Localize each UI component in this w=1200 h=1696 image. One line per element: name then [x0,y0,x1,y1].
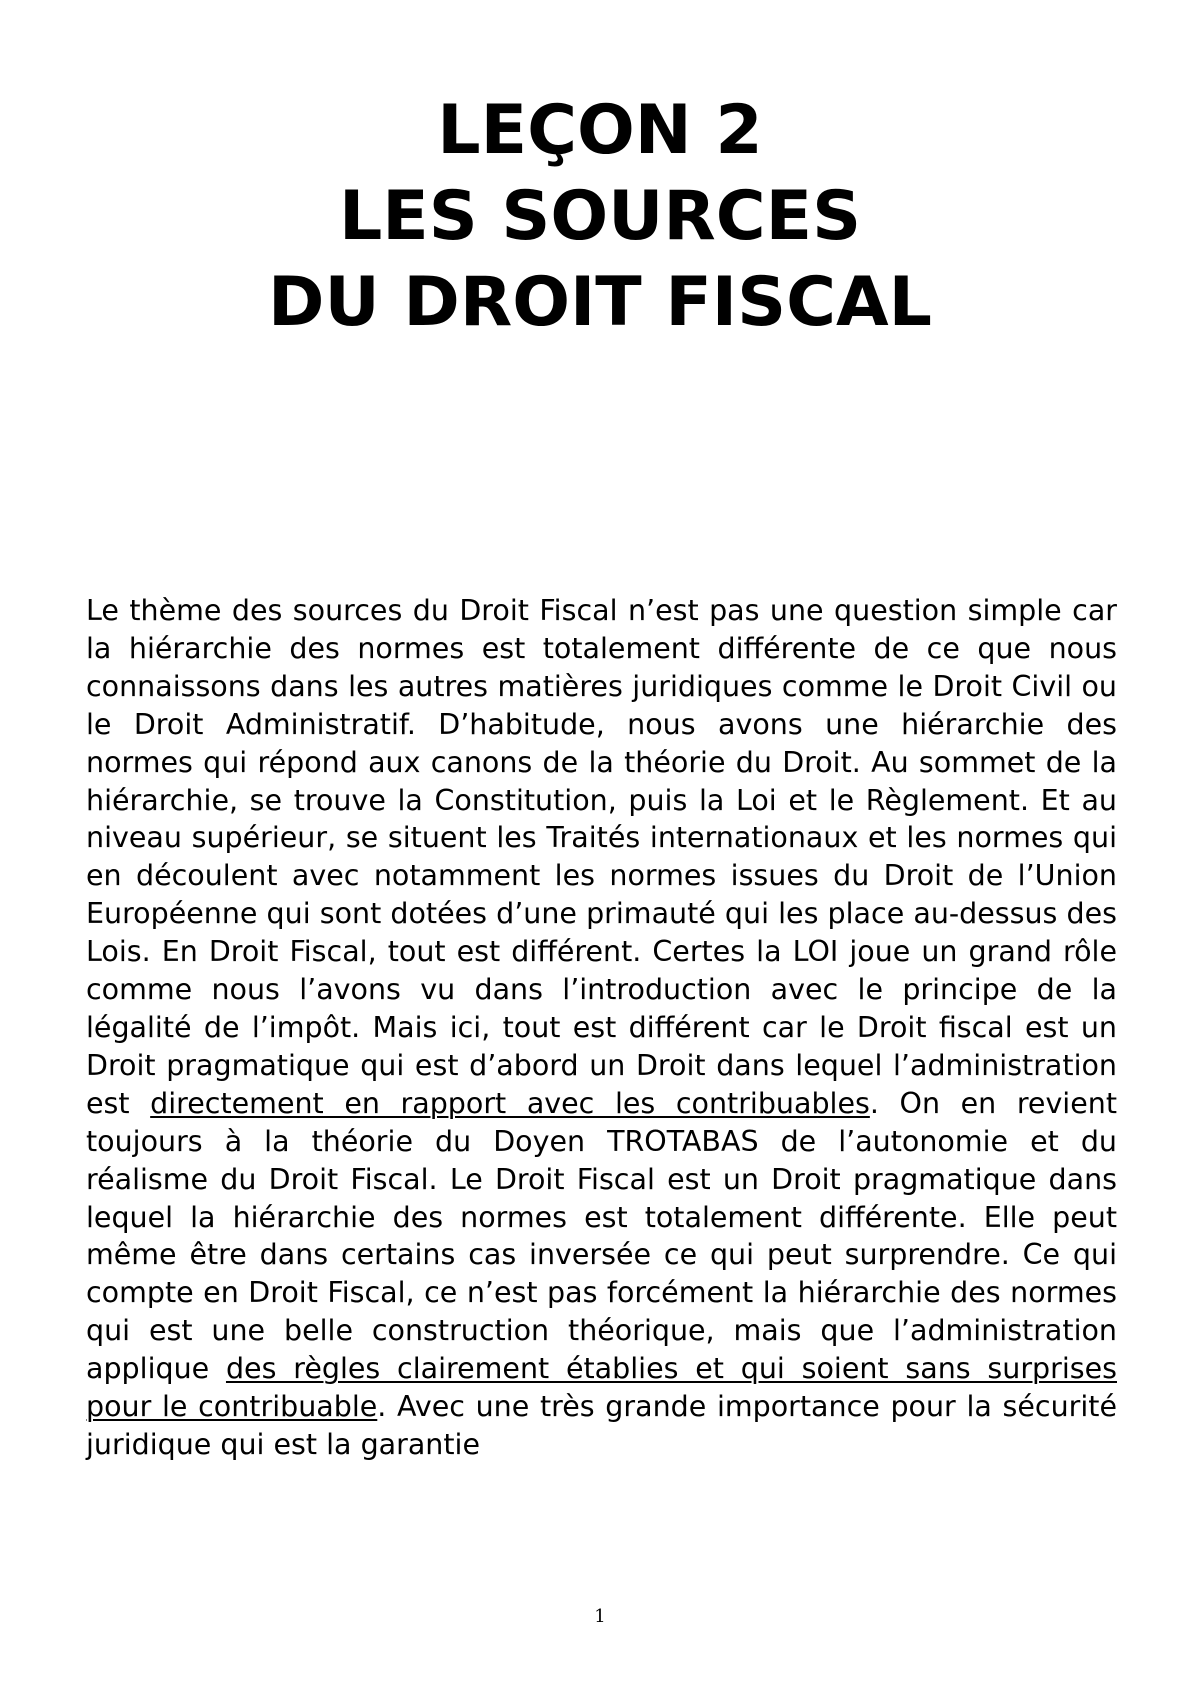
title-line-droit-fiscal: DU DROIT FISCAL [268,263,932,342]
page-number: 1 [594,1606,606,1627]
title-line-lesson-number: LEÇON 2 [437,91,763,170]
underlined-phrase-contribuables: directement en rapport avec les contribuables [150,1086,870,1120]
underlined-phrase-regles: des règles clairement établies et qui soient sans surprises pour le contribuable [86,1352,1117,1424]
title-line-sources: LES SOURCES [338,177,862,256]
lesson-title [0,88,1200,346]
body-paragraph [86,592,1117,1464]
body-text-segment: Le thème des sources du Droit Fiscal n’est pas une question simple car la hiérarchie des normes est totalement différente de ce que nous connaissons dans les autres matières juridiques comme le Droit Civil ou le Droit Administratif. D’habitude, nous avons une hiérarchie des normes qui répond aux canons de la théorie du Droit. Au sommet de la hiérarchie, se trouve la Constitution, puis la Loi et le Règlement. Et au niveau supérieur, se situent les Traités internationaux et les normes qui en découlent avec notamment les normes issues du Droit de l’Union Européenne qui sont dotées d’une primauté qui les place au-dessus des Lois. En Droit Fiscal, tout est différent. Certes la LOI joue un grand rôle comme nous l’avons vu dans l’introduction avec le principe de la légalité de l’impôt. Mais ici, tout est différent car le Droit fiscal est un Droit pragmatique qui est d’abord un Droit dans lequel l’administration est [86,594,1117,1120]
body-text-segment: . Avec une très grande importance pour la sécurité juridique qui est la garantie [86,1390,1117,1461]
body-text-segment: . On en revient toujours à la théorie du Doyen TROTABAS de l’autonomie et du réalisme du Droit Fiscal. Le Droit Fiscal est un Droit pragmatique dans lequel la hiérarchie des normes est totalement différente. Elle peut même être dans certains cas inversée ce qui peut surprendre. Ce qui compte en Droit Fiscal, ce n’est pas forcément la hiérarchie des normes qui est une belle construction théorique, mais que l’administration applique [86,1086,1118,1386]
